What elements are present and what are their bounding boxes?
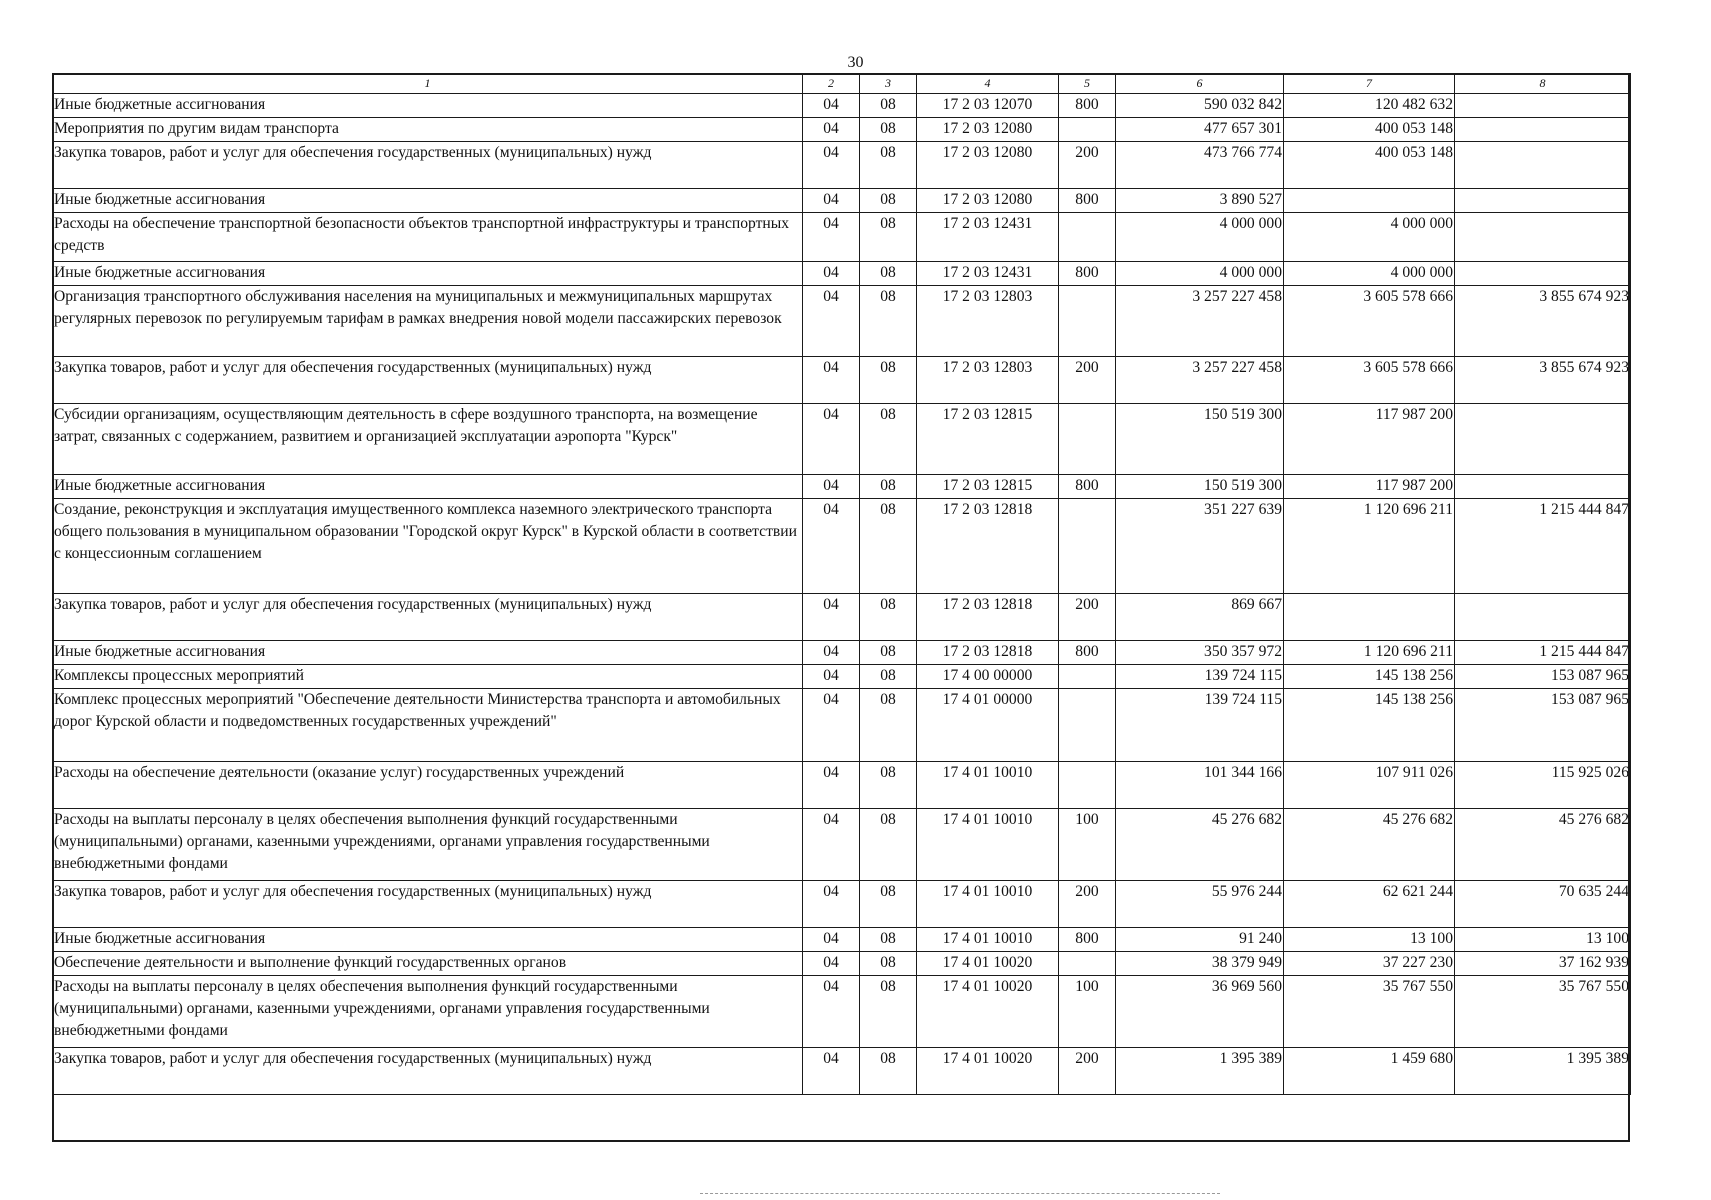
row-name: Иные бюджетные ассигнования [53, 189, 803, 213]
row-name: Расходы на выплаты персоналу в целях обеспечения выполнения функций государственными (муниципальными) органами, казенными учреждениями, органами управления государственными внебюджетными фондами [53, 809, 803, 881]
amount-col-7: 1 120 696 211 [1284, 641, 1455, 665]
expense-type-code: 800 [1059, 94, 1116, 118]
target-article-code: 17 2 03 12818 [917, 594, 1059, 641]
amount-col-8 [1455, 94, 1631, 118]
amount-col-7: 1 459 680 [1284, 1048, 1455, 1095]
amount-col-6: 3 257 227 458 [1116, 286, 1284, 357]
row-name: Обеспечение деятельности и выполнение функций государственных органов [53, 952, 803, 976]
column-number: 4 [917, 74, 1059, 94]
amount-col-7: 117 987 200 [1284, 404, 1455, 475]
section-code: 04 [803, 952, 860, 976]
subsection-code: 08 [860, 94, 917, 118]
amount-col-8: 45 276 682 [1455, 809, 1631, 881]
amount-col-8: 13 100 [1455, 928, 1631, 952]
expense-type-code [1059, 213, 1116, 262]
subsection-code: 08 [860, 286, 917, 357]
table-row [53, 689, 1631, 762]
subsection-code: 08 [860, 762, 917, 809]
row-name: Расходы на выплаты персоналу в целях обеспечения выполнения функций государственными (муниципальными) органами, казенными учреждениями, органами управления государственными внебюджетными фондами [53, 976, 803, 1048]
expense-type-code: 200 [1059, 1048, 1116, 1095]
target-article-code: 17 2 03 12815 [917, 404, 1059, 475]
amount-col-7: 3 605 578 666 [1284, 357, 1455, 404]
subsection-code: 08 [860, 594, 917, 641]
expense-type-code: 800 [1059, 641, 1116, 665]
section-code: 04 [803, 357, 860, 404]
target-article-code: 17 4 01 10010 [917, 809, 1059, 881]
amount-col-8 [1455, 189, 1631, 213]
amount-col-8: 1 215 444 847 [1455, 641, 1631, 665]
target-article-code: 17 2 03 12803 [917, 357, 1059, 404]
section-code: 04 [803, 118, 860, 142]
page-number: 30 [847, 54, 864, 71]
amount-col-6: 91 240 [1116, 928, 1284, 952]
section-code: 04 [803, 404, 860, 475]
table-row [53, 499, 1631, 594]
subsection-code: 08 [860, 809, 917, 881]
table-row [53, 94, 1631, 118]
row-name: Создание, реконструкция и эксплуатация имущественного комплекса наземного электрического транспорта общего пользования в муниципальном образовании "Городской округ Курск" в Курской области в соответствии с концессионным соглашением [53, 499, 803, 594]
expense-type-code [1059, 499, 1116, 594]
table-row [53, 976, 1631, 1048]
table-row [53, 762, 1631, 809]
budget-table [52, 73, 1631, 1095]
section-code: 04 [803, 499, 860, 594]
target-article-code: 17 4 01 10020 [917, 1048, 1059, 1095]
row-name: Иные бюджетные ассигнования [53, 94, 803, 118]
amount-col-7: 107 911 026 [1284, 762, 1455, 809]
target-article-code: 17 2 03 12070 [917, 94, 1059, 118]
target-article-code: 17 4 01 00000 [917, 689, 1059, 762]
row-name: Субсидии организациям, осуществляющим деятельность в сфере воздушного транспорта, на возмещение затрат, связанных с содержанием, развитием и организацией эксплуатации аэропорта "Курск" [53, 404, 803, 475]
expense-type-code: 200 [1059, 881, 1116, 928]
row-name: Расходы на обеспечение транспортной безопасности объектов транспортной инфраструктуры и транспортных средств [53, 213, 803, 262]
section-code: 04 [803, 762, 860, 809]
amount-col-8 [1455, 213, 1631, 262]
amount-col-6: 38 379 949 [1116, 952, 1284, 976]
subsection-code: 08 [860, 262, 917, 286]
row-name: Закупка товаров, работ и услуг для обеспечения государственных (муниципальных) нужд [53, 1048, 803, 1095]
subsection-code: 08 [860, 1048, 917, 1095]
column-number: 6 [1116, 74, 1284, 94]
column-number: 7 [1284, 74, 1455, 94]
row-name: Иные бюджетные ассигнования [53, 641, 803, 665]
subsection-code: 08 [860, 976, 917, 1048]
amount-col-8: 1 395 389 [1455, 1048, 1631, 1095]
expense-type-code: 100 [1059, 976, 1116, 1048]
section-code: 04 [803, 262, 860, 286]
row-name: Иные бюджетные ассигнования [53, 262, 803, 286]
amount-col-8 [1455, 404, 1631, 475]
amount-col-7: 45 276 682 [1284, 809, 1455, 881]
amount-col-7: 37 227 230 [1284, 952, 1455, 976]
amount-col-6: 4 000 000 [1116, 213, 1284, 262]
table-row [53, 118, 1631, 142]
amount-col-6: 869 667 [1116, 594, 1284, 641]
expense-type-code [1059, 689, 1116, 762]
row-name: Расходы на обеспечение деятельности (оказание услуг) государственных учреждений [53, 762, 803, 809]
target-article-code: 17 4 01 10010 [917, 762, 1059, 809]
amount-col-7: 35 767 550 [1284, 976, 1455, 1048]
section-code: 04 [803, 286, 860, 357]
expense-type-code [1059, 952, 1116, 976]
subsection-code: 08 [860, 189, 917, 213]
subsection-code: 08 [860, 499, 917, 594]
amount-col-7: 62 621 244 [1284, 881, 1455, 928]
amount-col-8 [1455, 118, 1631, 142]
amount-col-6: 55 976 244 [1116, 881, 1284, 928]
expense-type-code: 100 [1059, 809, 1116, 881]
table-row [53, 952, 1631, 976]
target-article-code: 17 4 01 10010 [917, 881, 1059, 928]
table-row [53, 286, 1631, 357]
amount-col-7: 13 100 [1284, 928, 1455, 952]
expense-type-code [1059, 665, 1116, 689]
expense-type-code [1059, 286, 1116, 357]
row-name: Иные бюджетные ассигнования [53, 475, 803, 499]
table-row [53, 357, 1631, 404]
target-article-code: 17 2 03 12080 [917, 118, 1059, 142]
amount-col-8: 115 925 026 [1455, 762, 1631, 809]
amount-col-6: 1 395 389 [1116, 1048, 1284, 1095]
amount-col-8 [1455, 594, 1631, 641]
subsection-code: 08 [860, 689, 917, 762]
amount-col-8: 153 087 965 [1455, 665, 1631, 689]
amount-col-7: 145 138 256 [1284, 689, 1455, 762]
table-row [53, 213, 1631, 262]
amount-col-6: 101 344 166 [1116, 762, 1284, 809]
column-number: 8 [1455, 74, 1631, 94]
expense-type-code: 800 [1059, 189, 1116, 213]
amount-col-8: 153 087 965 [1455, 689, 1631, 762]
expense-type-code [1059, 118, 1116, 142]
amount-col-7: 400 053 148 [1284, 118, 1455, 142]
table-row [53, 665, 1631, 689]
section-code: 04 [803, 665, 860, 689]
target-article-code: 17 2 03 12431 [917, 262, 1059, 286]
table-row [53, 881, 1631, 928]
row-name: Комплексы процессных мероприятий [53, 665, 803, 689]
section-code: 04 [803, 641, 860, 665]
amount-col-8: 35 767 550 [1455, 976, 1631, 1048]
subsection-code: 08 [860, 928, 917, 952]
amount-col-7 [1284, 189, 1455, 213]
amount-col-6: 351 227 639 [1116, 499, 1284, 594]
subsection-code: 08 [860, 952, 917, 976]
table-row [53, 809, 1631, 881]
target-article-code: 17 4 01 10020 [917, 952, 1059, 976]
section-code: 04 [803, 881, 860, 928]
amount-col-6: 139 724 115 [1116, 689, 1284, 762]
expense-type-code: 800 [1059, 475, 1116, 499]
amount-col-7: 1 120 696 211 [1284, 499, 1455, 594]
expense-type-code: 800 [1059, 262, 1116, 286]
target-article-code: 17 2 03 12815 [917, 475, 1059, 499]
amount-col-7: 3 605 578 666 [1284, 286, 1455, 357]
expense-type-code [1059, 404, 1116, 475]
amount-col-8: 3 855 674 923 [1455, 286, 1631, 357]
subsection-code: 08 [860, 665, 917, 689]
table-row [53, 262, 1631, 286]
amount-col-7: 4 000 000 [1284, 213, 1455, 262]
row-name: Закупка товаров, работ и услуг для обеспечения государственных (муниципальных) нужд [53, 881, 803, 928]
table-row [53, 594, 1631, 641]
amount-col-6: 477 657 301 [1116, 118, 1284, 142]
amount-col-8 [1455, 142, 1631, 189]
column-number: 3 [860, 74, 917, 94]
column-number: 1 [53, 74, 803, 94]
amount-col-6: 3 257 227 458 [1116, 357, 1284, 404]
expense-type-code [1059, 762, 1116, 809]
row-name: Закупка товаров, работ и услуг для обеспечения государственных (муниципальных) нужд [53, 142, 803, 189]
section-code: 04 [803, 475, 860, 499]
table-row [53, 142, 1631, 189]
target-article-code: 17 2 03 12818 [917, 641, 1059, 665]
subsection-code: 08 [860, 357, 917, 404]
section-code: 04 [803, 594, 860, 641]
section-code: 04 [803, 976, 860, 1048]
target-article-code: 17 2 03 12080 [917, 142, 1059, 189]
amount-col-6: 350 357 972 [1116, 641, 1284, 665]
column-number: 2 [803, 74, 860, 94]
expense-type-code: 200 [1059, 594, 1116, 641]
table-row [53, 641, 1631, 665]
amount-col-7: 400 053 148 [1284, 142, 1455, 189]
expense-type-code: 200 [1059, 357, 1116, 404]
subsection-code: 08 [860, 404, 917, 475]
amount-col-6: 590 032 842 [1116, 94, 1284, 118]
row-name: Организация транспортного обслуживания населения на муниципальных и межмуниципальных маршрутах регулярных перевозок по регулируемым тарифам в рамках внедрения новой модели пассажирских перевозок [53, 286, 803, 357]
section-code: 04 [803, 809, 860, 881]
column-number-row [53, 74, 1631, 94]
target-article-code: 17 2 03 12818 [917, 499, 1059, 594]
subsection-code: 08 [860, 213, 917, 262]
column-number: 5 [1059, 74, 1116, 94]
amount-col-7: 117 987 200 [1284, 475, 1455, 499]
table-row [53, 1048, 1631, 1095]
table-row [53, 189, 1631, 213]
row-name: Закупка товаров, работ и услуг для обеспечения государственных (муниципальных) нужд [53, 357, 803, 404]
subsection-code: 08 [860, 475, 917, 499]
amount-col-8 [1455, 475, 1631, 499]
subsection-code: 08 [860, 881, 917, 928]
subsection-code: 08 [860, 142, 917, 189]
section-code: 04 [803, 142, 860, 189]
amount-col-6: 45 276 682 [1116, 809, 1284, 881]
target-article-code: 17 2 03 12803 [917, 286, 1059, 357]
target-article-code: 17 4 01 10020 [917, 976, 1059, 1048]
amount-col-8: 70 635 244 [1455, 881, 1631, 928]
expense-type-code: 200 [1059, 142, 1116, 189]
subsection-code: 08 [860, 118, 917, 142]
row-name: Иные бюджетные ассигнования [53, 928, 803, 952]
amount-col-6: 4 000 000 [1116, 262, 1284, 286]
section-code: 04 [803, 94, 860, 118]
amount-col-7: 145 138 256 [1284, 665, 1455, 689]
amount-col-6: 150 519 300 [1116, 404, 1284, 475]
section-code: 04 [803, 1048, 860, 1095]
scan-artifact [700, 1193, 1220, 1195]
target-article-code: 17 4 01 10010 [917, 928, 1059, 952]
amount-col-6: 3 890 527 [1116, 189, 1284, 213]
amount-col-7 [1284, 594, 1455, 641]
subsection-code: 08 [860, 641, 917, 665]
amount-col-8: 37 162 939 [1455, 952, 1631, 976]
section-code: 04 [803, 928, 860, 952]
section-code: 04 [803, 213, 860, 262]
row-name: Комплекс процессных мероприятий "Обеспечение деятельности Министерства транспорта и автомобильных дорог Курской области и подведомственных государственных учреждений" [53, 689, 803, 762]
table-row [53, 404, 1631, 475]
amount-col-8: 3 855 674 923 [1455, 357, 1631, 404]
amount-col-7: 4 000 000 [1284, 262, 1455, 286]
table-row [53, 475, 1631, 499]
row-name: Закупка товаров, работ и услуг для обеспечения государственных (муниципальных) нужд [53, 594, 803, 641]
target-article-code: 17 2 03 12431 [917, 213, 1059, 262]
target-article-code: 17 4 00 00000 [917, 665, 1059, 689]
section-code: 04 [803, 689, 860, 762]
amount-col-6: 139 724 115 [1116, 665, 1284, 689]
table-body [53, 74, 1631, 1095]
section-code: 04 [803, 189, 860, 213]
expense-type-code: 800 [1059, 928, 1116, 952]
row-name: Мероприятия по другим видам транспорта [53, 118, 803, 142]
amount-col-6: 473 766 774 [1116, 142, 1284, 189]
table-row [53, 928, 1631, 952]
amount-col-7: 120 482 632 [1284, 94, 1455, 118]
amount-col-6: 36 969 560 [1116, 976, 1284, 1048]
amount-col-8 [1455, 262, 1631, 286]
amount-col-6: 150 519 300 [1116, 475, 1284, 499]
target-article-code: 17 2 03 12080 [917, 189, 1059, 213]
amount-col-8: 1 215 444 847 [1455, 499, 1631, 594]
